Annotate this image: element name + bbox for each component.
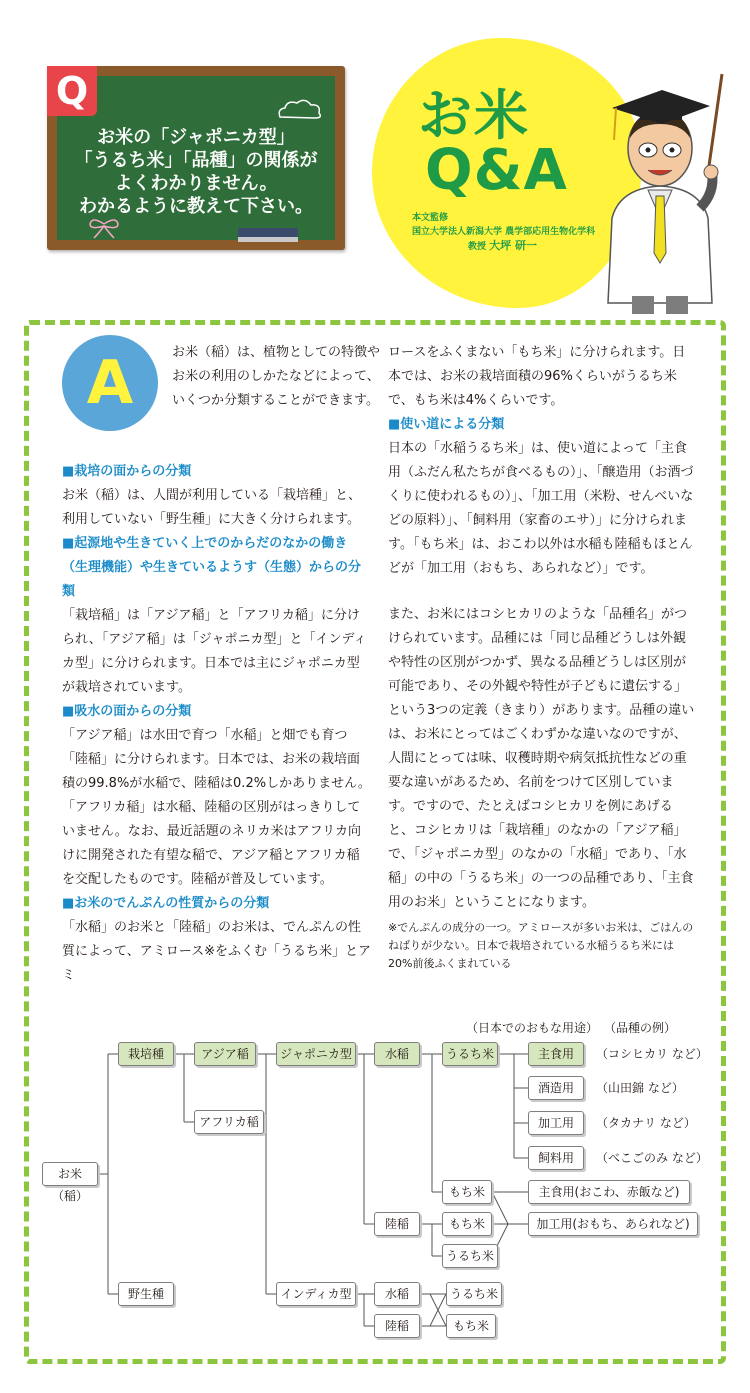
variety-example: （コシヒカリ など） xyxy=(596,1047,708,1061)
answer-intro: お米（稲）は、植物としての特徴やお米の利用のしかたなどによって、いくつか分類することができます。 xyxy=(172,345,381,408)
section-body: 「栽培稲」は「アジア稲」と「アフリカ稲」に分けられ、「アジア稲」は「ジャポニカ型」と「インディカ型」に分けられます。日本では主にジャポニカ型が栽培されています。 xyxy=(62,608,367,695)
q-badge: Q xyxy=(47,66,97,116)
section-heading: ■お米のでんぷんの性質からの分類 xyxy=(62,896,270,911)
paragraph-spacer xyxy=(388,581,698,603)
section-body: 「アジア稲」は水田で育つ「水稲」と畑でも育つ「陸稲」に分けられます。日本では、お米の栽培面積の99.8%が水稲で、陸稲は0.2%しかありません。「アフリカ稲」は水稲、陸稲の区別がはっきりしていません。なお、最近話題のネリカ米はアフリカ向けに開発された有望な稲で、アジア稲とアフリカ稲を交配したものです。陸稲が普及しています。 xyxy=(62,728,371,887)
variety-example: （タカナリ など） xyxy=(596,1116,696,1130)
supervisor-name: 大坪 研一 xyxy=(489,239,537,252)
footnote: ※でんぷんの成分の一つ。アミロースが多いお米は、ごはんのねばりが少ない。日本で栽培されている水稲うるち米には20%前後ふくまれている xyxy=(388,921,694,970)
node-indica: インディカ型 xyxy=(276,1282,356,1306)
node-paddy-indica: 水稲 xyxy=(374,1282,420,1306)
variety-example: （山田錦 など） xyxy=(596,1081,684,1095)
usage-paragraph: 日本の「水稲うるち米」は、使い道によって「主食用（ふだん私たちが食べるもの）」、「醸造用（お酒づくりに使われるもの）」、「加工用（米粉、せんべいなどの原料）」、「飼料用（家畜のエサ）」に分けられます。「もち米」は、おこわ以外は水稲も陸稲もほとんどが「加工用（おもち、あられなど）」です。 xyxy=(388,441,694,576)
use-mochi-processing: 加工用(おもち、あられなど) xyxy=(528,1212,698,1236)
use-staple: 主食用 xyxy=(528,1042,584,1066)
node-japonica: ジャポニカ型 xyxy=(276,1042,356,1066)
node-uruchi-upland: うるち米 xyxy=(442,1244,498,1268)
section-heading: ■栽培の面からの分類 xyxy=(62,464,192,479)
question-line: お米の「ジャポニカ型」 xyxy=(97,127,295,148)
a-badge: A xyxy=(62,335,158,431)
use-brewing: 酒造用 xyxy=(528,1076,584,1100)
professor-illustration xyxy=(590,68,730,318)
node-mochi-indica: もち米 xyxy=(446,1314,496,1338)
node-asian: アジア稲 xyxy=(194,1042,256,1066)
title-okome: お米 xyxy=(418,84,530,147)
question-line: 「うるち米」「品種」の関係が xyxy=(74,150,318,171)
section-body: 「水稲」のお米と「陸稲」のお米は、でんぷんの性質によって、アミロース※をふくむ「うるち米」とアミ xyxy=(62,920,371,983)
supervisor-name-line xyxy=(412,239,595,254)
section-heading: ■使い道による分類 xyxy=(388,417,505,432)
use-processing: 加工用 xyxy=(528,1111,584,1135)
supervisor-role: 教授 xyxy=(468,242,487,252)
section-body: お米（稲）は、人間が利用している「栽培種」と、利用していない「野生種」に大きく分けられます。 xyxy=(62,488,362,527)
chalk-cloud-icon xyxy=(275,97,325,121)
node-uruchi-indica: うるち米 xyxy=(446,1282,502,1306)
question-line: よくわかりません。 xyxy=(114,173,278,194)
supervisor-label: 本文監修 xyxy=(412,213,449,223)
eraser-icon xyxy=(238,228,298,242)
chalk-ribbon-icon xyxy=(84,216,124,240)
section-heading: ■吸水の面からの分類 xyxy=(62,704,192,719)
node-upland-japonica: 陸稲 xyxy=(374,1212,420,1236)
classification-diagram xyxy=(36,1012,716,1352)
use-feed: 飼料用 xyxy=(528,1146,584,1170)
variety-example: （べこごのみ など） xyxy=(596,1151,708,1165)
use-mochi-staple: 主食用(おこわ、赤飯など) xyxy=(528,1180,690,1204)
left-column xyxy=(62,460,372,988)
node-wild: 野生種 xyxy=(118,1282,174,1306)
section-heading: ■起源地や生きていく上でのからだのなかの働き（生理機能）や生きているようす（生態）からの分類 xyxy=(62,536,362,599)
node-cultivated: 栽培種 xyxy=(118,1042,174,1066)
variety-paragraph: また、お米にはコシヒカリのような「品種名」がつけられています。品種には「同じ品種どうしは外観や特性の区別がつかず、異なる品種どうしは区別が可能であり、その外観や特性が子どもに遺伝する」という3つの定義（きまり）があります。品種の違いは、お米にとってはごくわずかな違いなのですが、人間にとっては味、収穫時期や病気抵抗性などの重要な違いがあるため、名前をつけて区別しています。ですので、たとえばコシヒカリを例にあげると、コシヒカリは「栽培種」のなかの「アジア稲」で、「ジャポニカ型」のなかの「水稲」であり、「水稲」の中の「うるち米」の一つの品種であり、「主食用のお米」ということになります。 xyxy=(388,607,695,910)
header-variety: （品種の例） xyxy=(604,1021,677,1035)
node-african: アフリカ稲 xyxy=(194,1110,264,1134)
question-line: わかるように教えて下さい。 xyxy=(79,196,313,217)
node-mochi-upland: もち米 xyxy=(442,1212,492,1236)
right-column xyxy=(388,341,698,973)
node-upland-indica: 陸稲 xyxy=(374,1314,420,1338)
node-uruchi: うるち米 xyxy=(442,1042,498,1066)
supervisor-affiliation: 国立大学法人新潟大学 農学部応用生物化学科 xyxy=(412,227,596,237)
continued-paragraph: ロースをふくまない「もち米」に分けられます。日本では、お米の栽培面積の96%くらいがうるち米で、もち米は4%くらいです。 xyxy=(388,345,686,408)
node-paddy-japonica: 水稲 xyxy=(374,1042,420,1066)
supervisor-credit xyxy=(412,211,595,254)
node-rice: お米（稲） xyxy=(42,1162,98,1186)
header-use: （日本でのおもな用途） xyxy=(466,1021,599,1035)
title-qa: Q&A xyxy=(425,138,568,203)
node-mochi: もち米 xyxy=(442,1180,492,1204)
question-text xyxy=(57,126,335,218)
